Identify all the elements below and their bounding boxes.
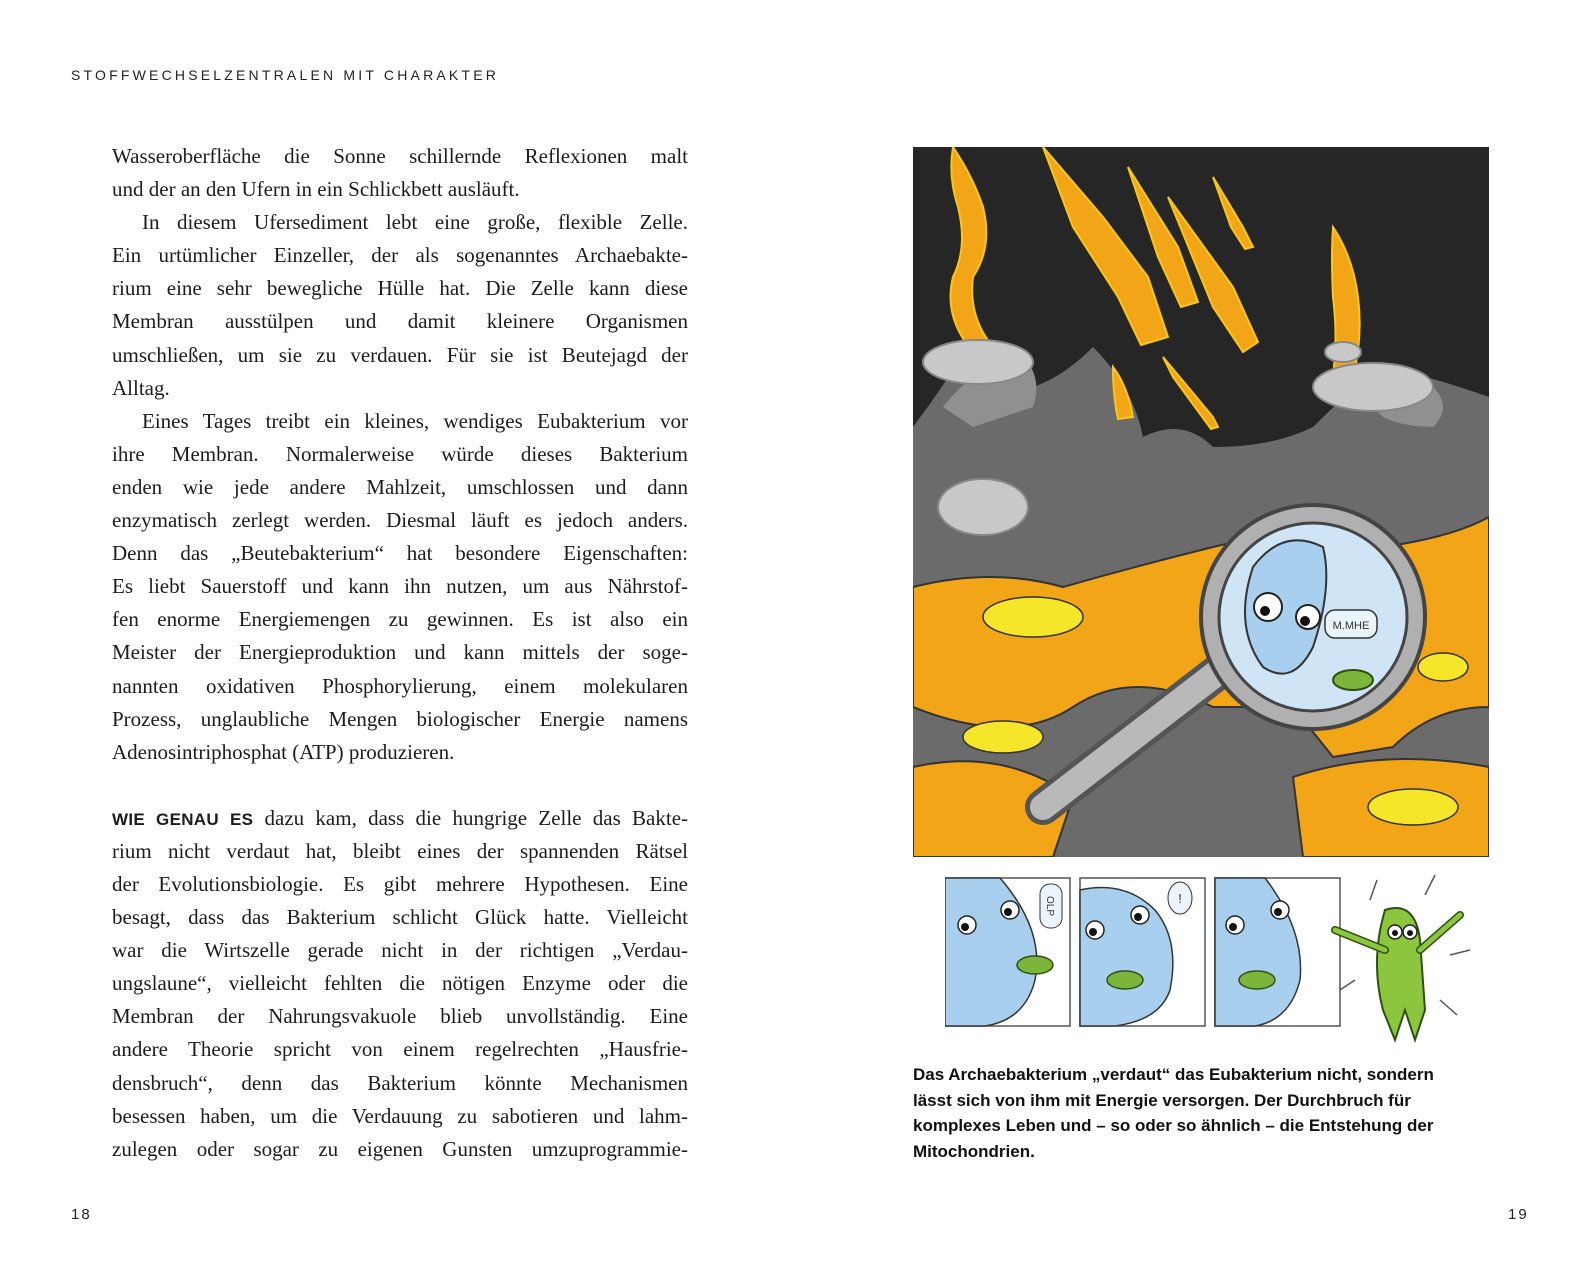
body-line: enden wie jede andere Mahlzeit, umschlossen und dann bbox=[112, 474, 688, 499]
body-line: rium nicht verdaut hat, bleibt eines der spannenden Rätsel bbox=[112, 838, 688, 863]
body-line: ihre Membran. Normalerweise würde dieses Bakterium bbox=[112, 441, 688, 466]
body-line: besessen haben, um die Verdauung zu sabotieren und lahm- bbox=[112, 1103, 688, 1128]
caption-line: lässt sich von ihm mit Energie versorgen. Der Durchbruch für bbox=[913, 1090, 1411, 1110]
body-line: Denn das „Beutebakterium“ hat besondere Eigenschaften: bbox=[112, 541, 688, 566]
caption-line: Das Archaebakterium „verdaut“ das Eubakterium nicht, sondern bbox=[913, 1065, 1434, 1084]
body-line: ungslaune“, vielleicht fehlten die nötigen Enzyme oder die bbox=[112, 971, 688, 996]
running-head: STOFFWECHSELZENTRALEN MIT CHARAKTER bbox=[71, 67, 500, 83]
body-line: Prozess, unglaubliche Mengen biologischer Energie namens bbox=[112, 706, 688, 731]
body-line: andere Theorie spricht von einem regelrechten „Hausfrie- bbox=[112, 1037, 688, 1062]
body-line: der Evolutionsbiologie. Es gibt mehrere Hypothesen. Eine bbox=[112, 871, 688, 896]
body-line: Membran ausstülpen und damit kleinere Organismen bbox=[112, 309, 688, 334]
figure-caption bbox=[913, 1062, 1513, 1164]
comic-panel-1 bbox=[945, 878, 1070, 1026]
body-line: Membran der Nahrungsvakuole blieb unvollständig. Eine bbox=[112, 1004, 688, 1029]
green-bacterium-figure bbox=[1335, 875, 1470, 1040]
caption-line: Mitochondrien. bbox=[913, 1141, 1035, 1161]
body-line-text: dazu kam, dass die hungrige Zelle das Bakte- bbox=[264, 805, 689, 830]
comic-panel-2 bbox=[1080, 878, 1205, 1026]
speech-bubble-text: M.MHE bbox=[1332, 620, 1370, 632]
comic-panel-3 bbox=[1215, 878, 1340, 1026]
body-line: Adenosintriphosphat (ATP) produzieren. bbox=[112, 739, 455, 764]
strip-bubble-1: OLP bbox=[1044, 895, 1055, 917]
body-line: In diesem Ufersediment lebt eine große, flexible Zelle. bbox=[142, 210, 688, 235]
body-line: rium eine sehr bewegliche Hülle hat. Die Zelle kann diese bbox=[112, 276, 688, 301]
page-number-right: 19 bbox=[1508, 1206, 1529, 1223]
body-line: Alltag. bbox=[112, 375, 170, 400]
body-line: Eines Tages treibt ein kleines, wendiges Eubakterium vor bbox=[142, 408, 688, 433]
strip-bubble-2: ! bbox=[1178, 891, 1182, 906]
caption-line: komplexes Leben und – so oder so ähnlich – die Entstehung der bbox=[913, 1116, 1434, 1135]
body-line: Meister der Energieproduktion und kann mittels der soge- bbox=[112, 640, 688, 665]
body-line: zulegen oder sogar zu eigenen Gunsten umzuprogrammie- bbox=[112, 1136, 688, 1161]
body-line: densbruch“, denn das Bakterium könnte Mechanismen bbox=[112, 1070, 688, 1095]
body-line: umschließen, um sie zu verdauen. Für sie ist Beutejagd der bbox=[112, 342, 688, 367]
comic-strip bbox=[945, 870, 1475, 1045]
body-line: und der an den Ufern in ein Schlickbett ausläuft. bbox=[112, 177, 520, 202]
body-line: enzymatisch zerlegt werden. Diesmal läuft es jedoch anders. bbox=[112, 508, 688, 533]
volcano-illustration bbox=[913, 147, 1489, 857]
body-line: besagt, dass das Bakterium schlicht Glück hatte. Vielleicht bbox=[112, 905, 688, 930]
body-line bbox=[112, 802, 688, 835]
body-line: nannten oxidativen Phosphorylierung, einem molekularen bbox=[112, 673, 688, 698]
body-line: fen enorme Energiemengen zu gewinnen. Es ist also ein bbox=[112, 607, 688, 632]
section-lead-in: WIE GENAU ES bbox=[112, 809, 254, 829]
body-line: war die Wirtszelle gerade nicht in der richtigen „Verdau- bbox=[112, 938, 688, 963]
page-number-left: 18 bbox=[71, 1206, 92, 1223]
body-line: Es liebt Sauerstoff und kann ihn nutzen, um aus Nährstof- bbox=[112, 574, 688, 599]
body-line: Wasseroberfläche die Sonne schillernde Reflexionen malt bbox=[112, 144, 688, 168]
body-line: Ein urtümlicher Einzeller, der als sogenanntes Archaebakte- bbox=[112, 243, 688, 268]
body-text-column bbox=[112, 140, 688, 1166]
